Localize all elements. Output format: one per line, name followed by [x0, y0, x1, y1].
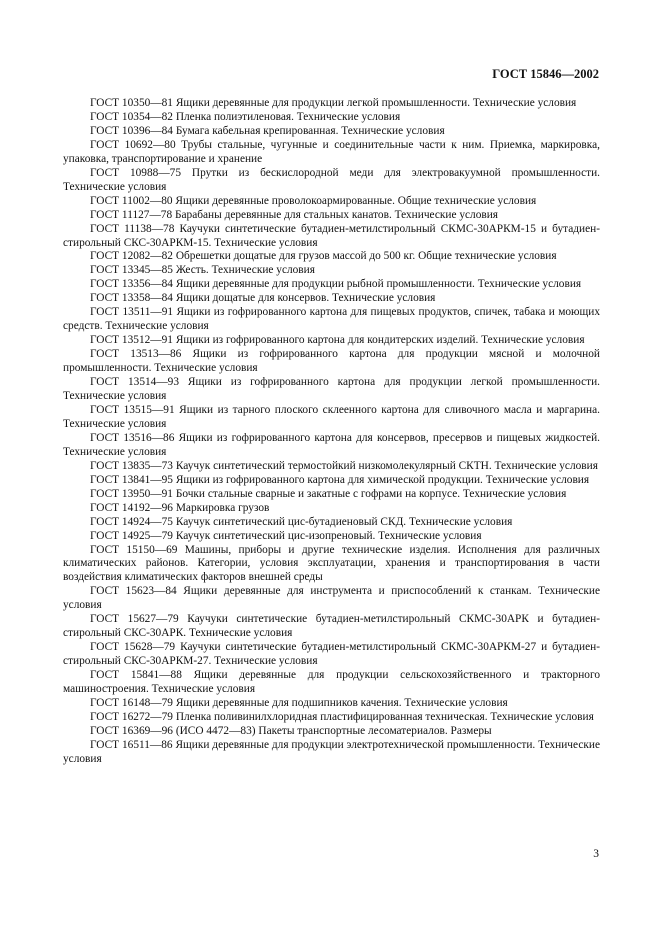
reference-item: ГОСТ 11138—78 Каучуки синтетические бутадиен-метилстирольный СКМС-30АРКМ-15 и бутадиен-стирольный СКС-30АРКМ-15. Технические условия [63, 222, 600, 249]
reference-item: ГОСТ 13358—84 Ящики дощатые для консервов. Технические условия [90, 292, 436, 305]
reference-item: ГОСТ 15623—84 Ящики деревянные для инструмента и приспособлений к станкам. Технические условия [63, 585, 600, 612]
reference-item: ГОСТ 10350—81 Ящики деревянные для продукции легкой промышленности. Технические условия [90, 97, 577, 109]
reference-item: ГОСТ 10354—82 Пленка полиэтиленовая. Технические условия [90, 110, 401, 123]
reference-item: ГОСТ 14192—96 Маркировка грузов [90, 501, 270, 514]
normative-references-list [63, 97, 600, 767]
reference-item: ГОСТ 14925—79 Каучук синтетический цис-изопреновый. Технические условия [90, 529, 482, 542]
reference-item: ГОСТ 13516—86 Ящики из гофрированного картона для консервов, пресервов и пищевых жидкостей. Технические условия [63, 431, 600, 458]
reference-item: ГОСТ 13513—86 Ящики из гофрированного картона для продукции мясной и молочной промышленности. Технические условия [63, 348, 600, 375]
reference-item: ГОСТ 13511—91 Ящики из гофрированного картона для пищевых продуктов, спичек, табака и моющих средств. Технические условия [63, 306, 600, 333]
reference-item: ГОСТ 15150—69 Машины, приборы и другие технические изделия. Исполнения для различных климатических районов. Категории, условия эксплуатации, хранения и транспортирования в части воздействия климатических факторов внешней среды [63, 543, 600, 584]
reference-item: ГОСТ 15841—88 Ящики деревянные для продукции сельскохозяйственного и тракторного машиностроения. Технические условия [63, 669, 600, 696]
reference-item: ГОСТ 16272—79 Пленка поливинилхлоридная пластифицированная техническая. Технические условия [90, 710, 594, 723]
reference-item: ГОСТ 16369—96 (ИСО 4472—83) Пакеты транспортные лесоматериалов. Размеры [90, 724, 492, 737]
reference-item: ГОСТ 13512—91 Ящики из гофрированного картона для кондитерских изделий. Технические условия [90, 334, 585, 347]
reference-item: ГОСТ 13841—95 Ящики из гофрированного картона для химической продукции. Технические условия [90, 473, 590, 486]
reference-item: ГОСТ 13356—84 Ящики деревянные для продукции рыбной промышленности. Технические условия [90, 278, 582, 291]
reference-item: ГОСТ 16148—79 Ящики деревянные для подшипников качения. Технические условия [90, 696, 508, 709]
reference-item: ГОСТ 13835—73 Каучук синтетический термостойкий низкомолекулярный СКТН. Технические условия [90, 459, 598, 472]
reference-item: ГОСТ 11002—80 Ящики деревянные проволокоармированные. Общие технические условия [90, 194, 537, 207]
reference-item: ГОСТ 13514—93 Ящики из гофрированного картона для продукции легкой промышленности. Технические условия [63, 376, 600, 403]
document-header: ГОСТ 15846—2002 [492, 67, 599, 81]
reference-item: ГОСТ 15628—79 Каучуки синтетические бутадиен-метилстирольный СКМС-30АРКМ-27 и бутадиен-стирольный СКС-30АРКМ-27. Технические условия [63, 641, 600, 668]
reference-item: ГОСТ 12082—82 Обрешетки дощатые для грузов массой до 500 кг. Общие технические условия [90, 250, 557, 263]
reference-item: ГОСТ 13345—85 Жесть. Технические условия [90, 264, 315, 277]
reference-item: ГОСТ 15627—79 Каучуки синтетические бутадиен-метилстирольный СКМС-30АРК и бутадиен-стирольный СКС-30АРК. Технические условия [63, 613, 600, 640]
reference-item: ГОСТ 10692—80 Трубы стальные, чугунные и соединительные части к ним. Приемка, маркировка, упаковка, транспортирование и хранение [63, 138, 600, 165]
reference-item: ГОСТ 16511—86 Ящики деревянные для продукции электротехнической промышленности. Технические условия [63, 738, 600, 765]
page-number: 3 [593, 848, 599, 860]
reference-item: ГОСТ 13515—91 Ящики из тарного плоского склеенного картона для сливочного масла и маргарина. Технические условия [63, 403, 600, 430]
reference-item: ГОСТ 10988—75 Прутки из бескислородной меди для электровакуумной промышленности. Технические условия [63, 166, 600, 193]
reference-item: ГОСТ 10396—84 Бумага кабельная крепированная. Технические условия [90, 124, 445, 137]
reference-item: ГОСТ 11127—78 Барабаны деревянные для стальных канатов. Технические условия [90, 208, 499, 221]
reference-item: ГОСТ 13950—91 Бочки стальные сварные и закатные с гофрами на корпусе. Технические условия [90, 487, 567, 500]
reference-item: ГОСТ 14924—75 Каучук синтетический цис-бутадиеновый СКД. Технические условия [90, 515, 513, 528]
